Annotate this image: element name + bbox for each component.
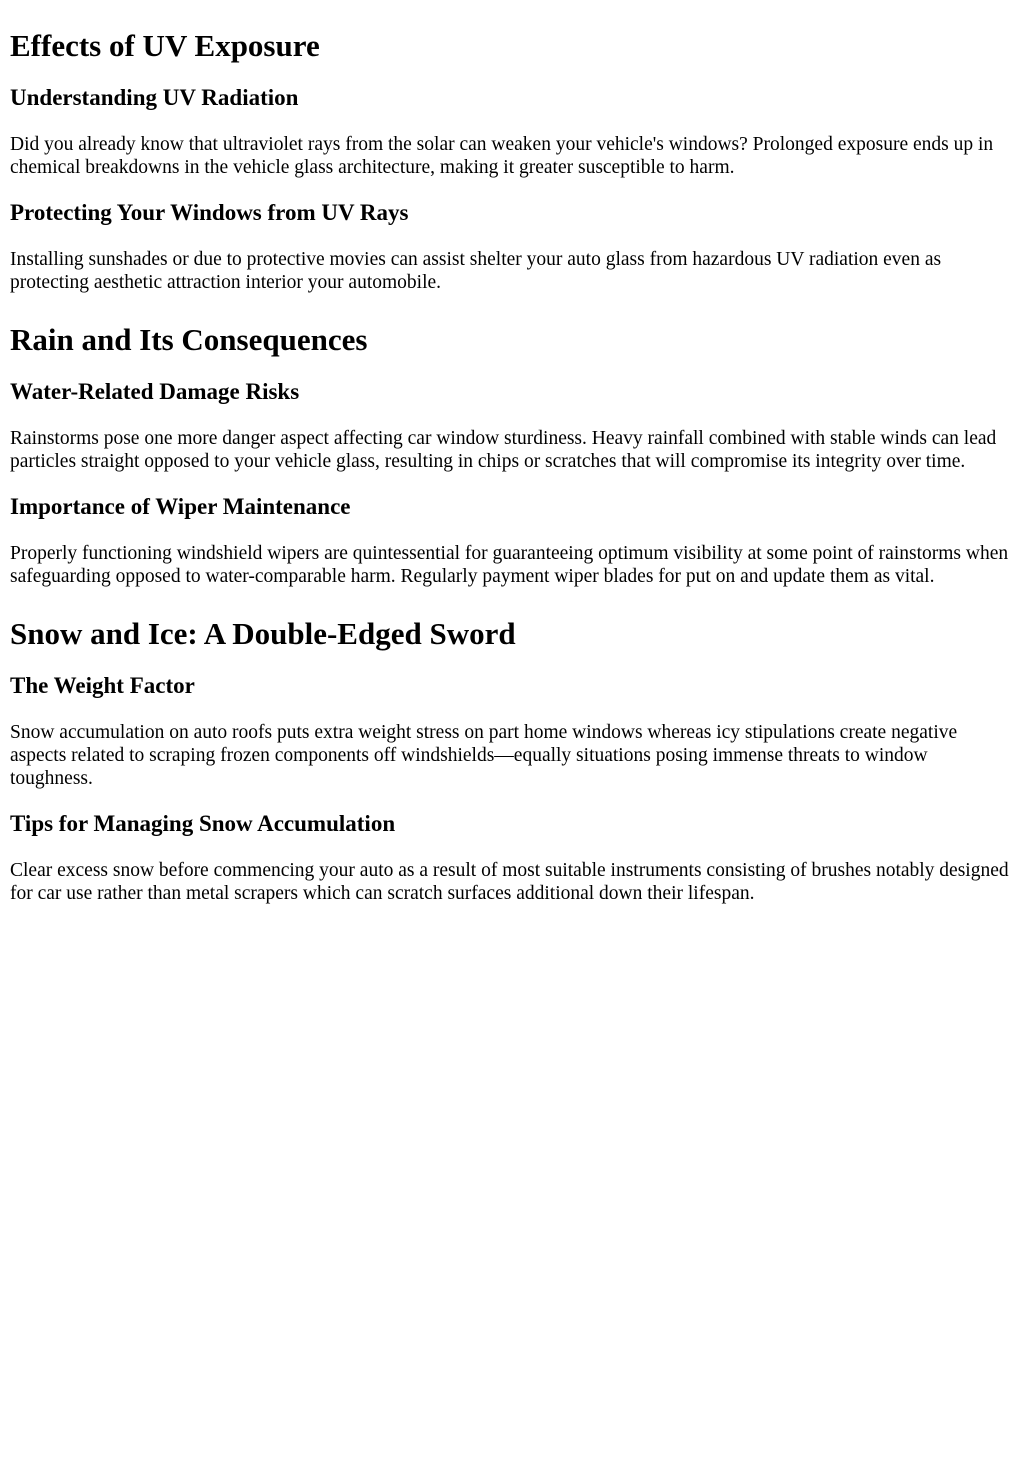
subsection-heading: Protecting Your Windows from UV Rays bbox=[10, 200, 409, 225]
subsection-heading: Importance of Wiper Maintenance bbox=[10, 494, 351, 519]
subsection-heading: Understanding UV Radiation bbox=[10, 85, 299, 110]
paragraph: Snow accumulation on auto roofs puts extra weight stress on part home windows whereas icy stipulations create negative aspects related to scraping frozen components off windshields—equally situations posing immense threats to window toughness. bbox=[10, 722, 958, 789]
section-heading: Snow and Ice: A Double-Edged Sword bbox=[10, 616, 516, 651]
section-uv-exposure bbox=[10, 28, 1014, 294]
subsection-understanding-uv bbox=[10, 84, 1014, 179]
subsection-snow-tips bbox=[10, 810, 1014, 905]
subsection-heading: Tips for Managing Snow Accumulation bbox=[10, 811, 396, 836]
section-heading: Rain and Its Consequences bbox=[10, 322, 368, 357]
subsection-water-damage bbox=[10, 378, 1014, 473]
paragraph: Clear excess snow before commencing your auto as a result of most suitable instruments consisting of brushes notably designed for car use rather than metal scrapers which can scratch surfaces additional down their lifespan. bbox=[10, 860, 1009, 904]
subsection-heading: The Weight Factor bbox=[10, 673, 195, 698]
subsection-wiper-maintenance bbox=[10, 493, 1014, 588]
paragraph: Rainstorms pose one more danger aspect affecting car window sturdiness. Heavy rainfall combined with stable winds can lead particles straight opposed to your vehicle glass, resulting in chips or scratches that will compromise its integrity over time. bbox=[10, 428, 997, 472]
subsection-protecting-windows bbox=[10, 199, 1014, 294]
paragraph: Properly functioning windshield wipers are quintessential for guaranteeing optimum visibility at some point of rainstorms when safeguarding opposed to water-comparable harm. Regularly payment wiper blades for put on and update them as vital. bbox=[10, 543, 1009, 587]
paragraph: Did you already know that ultraviolet rays from the solar can weaken your vehicle's windows? Prolonged exposure ends up in chemical breakdowns in the vehicle glass architecture, making it greater susceptible to harm. bbox=[10, 134, 994, 178]
article bbox=[10, 28, 1014, 905]
paragraph: Installing sunshades or due to protective movies can assist shelter your auto glass from hazardous UV radiation even as protecting aesthetic attraction interior your automobile. bbox=[10, 249, 942, 293]
section-snow-ice bbox=[10, 616, 1014, 905]
subsection-weight-factor bbox=[10, 672, 1014, 790]
subsection-heading: Water-Related Damage Risks bbox=[10, 379, 300, 404]
section-rain bbox=[10, 322, 1014, 588]
section-heading: Effects of UV Exposure bbox=[10, 28, 320, 63]
